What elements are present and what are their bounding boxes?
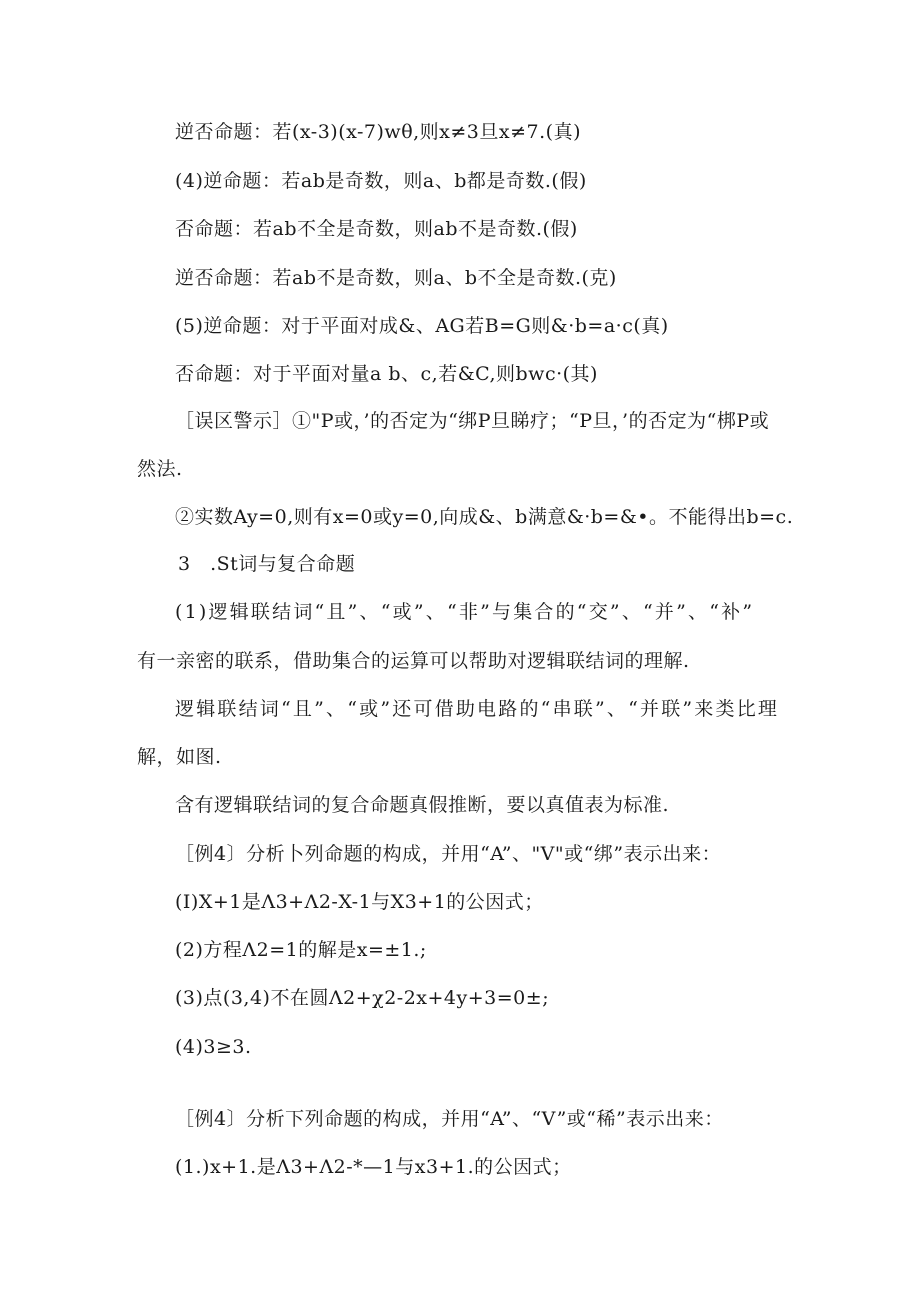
text-line: (I)X+1是Λ3+Λ2-X-1与X3+1的公因式； (175, 891, 544, 913)
text-line: 否命题：若ab不全是奇数，则ab不是奇数.(假) (175, 218, 578, 240)
text-line: 然法. (137, 458, 183, 480)
text-line: (4)逆命题：若ab是奇数，则a、b都是奇数.(假) (175, 170, 587, 192)
text-line: 否命题：对于平面对量a b、c,若&C,则bwc·(其) (175, 363, 598, 385)
text-line: (1)逻辑联结词“且”、“或”、“非”与集合的“交”、“并”、“补” (175, 601, 755, 623)
text-line: 逆否命题：若(x-3)(x-7)wθ,则x≠3旦x≠7.(真) (175, 121, 581, 143)
text-line: (5)逆命题：对于平面对成&、AG若B=G则&·b=a·c(真) (175, 315, 669, 337)
text-line: 有一亲密的联系，借助集合的运算可以帮助对逻辑联结词的理解. (137, 650, 690, 672)
text-line: ［误区警示］①"P或，’的否定为“绑P旦睇疗；“P旦，’的否定为“梆P或 (175, 410, 770, 432)
text-line: (3)点(3,4)不在圆Λ2+χ2-2x+4y+3=0±; (175, 987, 550, 1009)
section-heading: 3 .St词与复合命题 (178, 553, 356, 575)
text-line: 解，如图. (137, 746, 222, 768)
text-line: (2)方程Λ2=1的解是x=±1.; (175, 939, 427, 961)
text-line: 逆否命题：若ab不是奇数，则a、b不全是奇数.(克) (175, 267, 617, 289)
text-line: 含有逻辑联结词的复合命题真假推断，要以真值表为标准. (175, 794, 670, 816)
text-line: (1.)x+1.是Λ3+Λ2-*—1与x3+1.的公因式； (175, 1156, 572, 1178)
text-line: (4)3≥3. (175, 1036, 252, 1058)
text-line: 逻辑联结词“且”、“或”还可借助电路的“串联”、“并联”来类比理 (175, 698, 780, 720)
text-line: ②实数Ay=0,则有x=0或y=0,向成&、b满意&·b=&•。不能得出b=c. (175, 506, 794, 528)
example-heading: ［例4〕分析卜列命题的构成，并用“A”、"V"或“绑”表示出来： (175, 843, 722, 865)
example-heading: ［例4〕分析下列命题的构成，并用“A”、“V”或“稀”表示出来： (175, 1108, 724, 1130)
